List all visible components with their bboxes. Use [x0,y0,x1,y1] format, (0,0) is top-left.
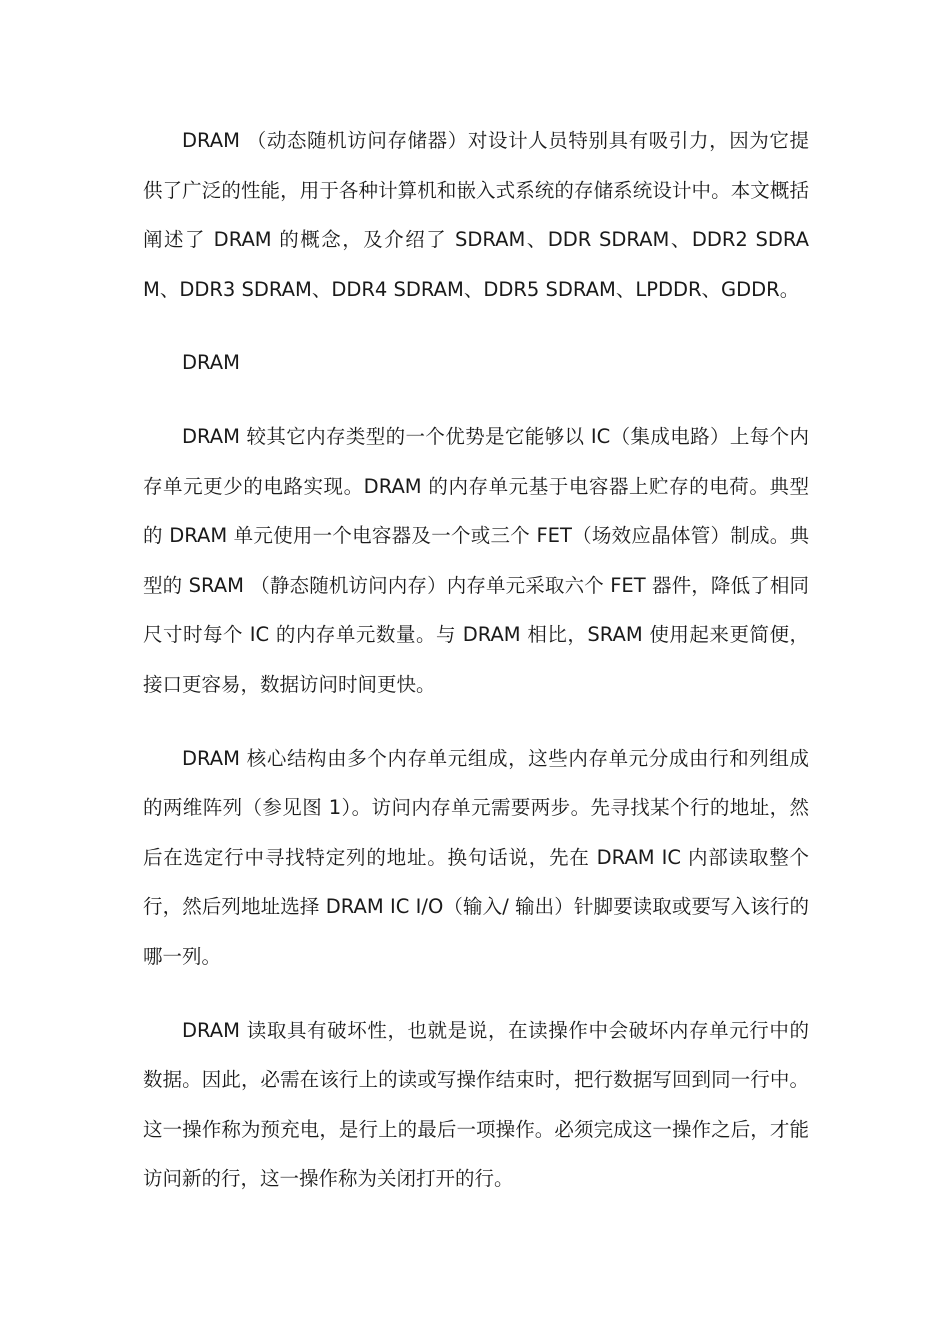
dram-advantage-paragraph: DRAM 较其它内存类型的一个优势是它能够以 IC（集成电路）上每个内存单元更少的电路实现。DRAM 的内存单元基于电容器上贮存的电荷。典型的 DRAM 单元使用一个电容器及一个或三个 FET（场效应晶体管）制成。典型的 SRAM （静态随机访问内存）内存单元采取六个 FET 器件，降低了相同尺寸时每个 IC 的内存单元数量。与 DRAM 相比，SRAM 使用起来更简便，接口更容易，数据访问时间更快。 [143,424,809,696]
dram-read-paragraph: DRAM 读取具有破坏性，也就是说，在读操作中会破坏内存单元行中的数据。因此，必需在该行上的读或写操作结束时，把行数据写回到同一行中。这一操作称为预充电，是行上的最后一项操作。必须完成这一操作之后，才能访问新的行，这一操作称为关闭打开的行。 [143,1018,809,1191]
dram-structure-paragraph: DRAM 核心结构由多个内存单元组成，这些内存单元分成由行和列组成的两维阵列（参见图 1）。访问内存单元需要两步。先寻找某个行的地址，然后在选定行中寻找特定列的地址。换句话说，先在 DRAM IC 内部读取整个行，然后列地址选择 DRAM IC I/O（输入/ 输出）针脚要读取或要写入该行的哪一列。 [143,746,809,968]
intro-paragraph: DRAM （动态随机访问存储器）对设计人员特别具有吸引力，因为它提供了广泛的性能，用于各种计算机和嵌入式系统的存储系统设计中。本文概括阐述了 DRAM 的概念，及介绍了 SDRAM、DDR SDRAM、DDR2 SDRAM、DDR3 SDRAM、DDR4 SDRAM、DDR5 SDRAM、LPDDR、GDDR。 [143,129,809,301]
section-heading-dram: DRAM [182,351,240,375]
document-body [143,116,809,1228]
